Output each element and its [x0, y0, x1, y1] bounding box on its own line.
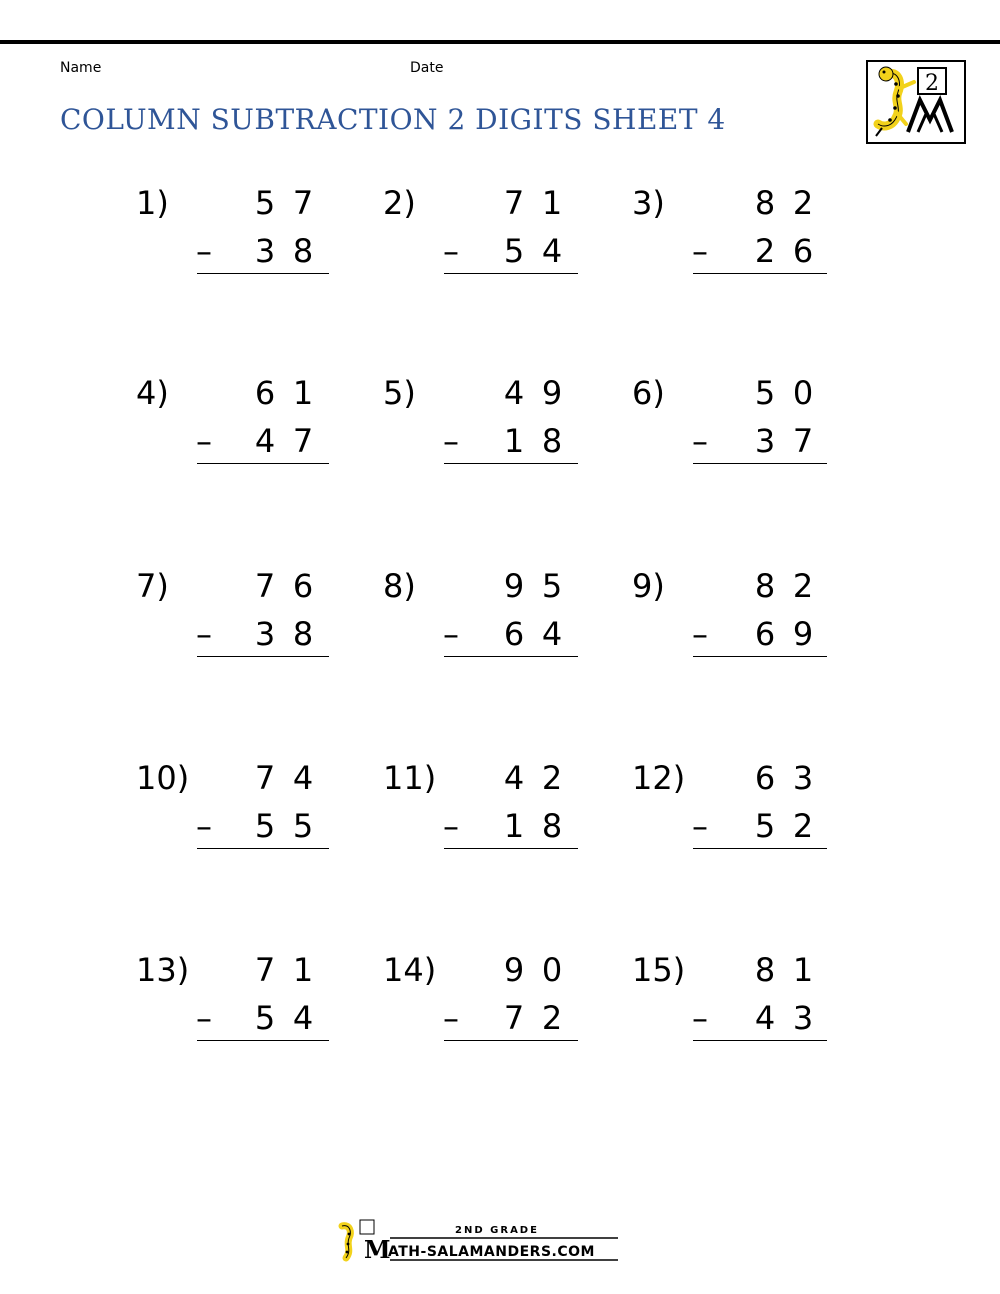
minus-sign: – [692, 999, 708, 1037]
minuend-digit: 9 [541, 374, 563, 412]
worksheet-title: COLUMN SUBTRACTION 2 DIGITS SHEET 4 [60, 103, 726, 136]
footer-site-text: ATH-SALAMANDERS.COM [388, 1244, 595, 1260]
subtrahend-digit: 8 [292, 615, 314, 653]
minuend-digit: 1 [792, 951, 814, 989]
minuend-digit: 7 [254, 759, 276, 797]
minuend-digit: 7 [503, 184, 525, 222]
subtrahend-digit: 2 [754, 232, 776, 270]
minuend-digit: 4 [503, 759, 525, 797]
subtrahend-digit: 8 [541, 422, 563, 460]
answer-line [444, 1040, 578, 1041]
problem-number: 13) [136, 951, 190, 989]
minus-sign: – [692, 807, 708, 845]
subtrahend-digit: 3 [792, 999, 814, 1037]
minuend-digit: 0 [541, 951, 563, 989]
subtrahend-digit: 3 [254, 232, 276, 270]
minuend-digit: 7 [254, 951, 276, 989]
minuend-digit: 6 [254, 374, 276, 412]
minuend-digit: 1 [292, 951, 314, 989]
minus-sign: – [196, 232, 212, 270]
subtrahend-digit: 4 [541, 232, 563, 270]
minuend-digit: 6 [292, 567, 314, 605]
subtrahend-digit: 5 [292, 807, 314, 845]
subtrahend-digit: 3 [254, 615, 276, 653]
minuend-digit: 5 [754, 374, 776, 412]
answer-line [693, 1040, 827, 1041]
problem-number: 11) [383, 759, 437, 797]
problem-number: 14) [383, 951, 437, 989]
answer-line [197, 463, 329, 464]
answer-line [197, 656, 329, 657]
salamander-logo-graphic [868, 62, 964, 142]
minuend-digit: 7 [254, 567, 276, 605]
minus-sign: – [196, 807, 212, 845]
answer-line [197, 1040, 329, 1041]
minuend-digit: 7 [292, 184, 314, 222]
minuend-digit: 5 [254, 184, 276, 222]
problem-number: 4) [136, 374, 169, 412]
minuend-digit: 8 [754, 184, 776, 222]
minuend-digit: 6 [754, 759, 776, 797]
subtrahend-digit: 6 [503, 615, 525, 653]
salamander-logo-icon [866, 60, 966, 144]
answer-line [444, 463, 578, 464]
minus-sign: – [692, 422, 708, 460]
subtrahend-digit: 7 [292, 422, 314, 460]
subtrahend-digit: 4 [292, 999, 314, 1037]
subtrahend-digit: 9 [792, 615, 814, 653]
minuend-digit: 3 [792, 759, 814, 797]
problem-number: 7) [136, 567, 169, 605]
footer-grade-text: 2ND GRADE [455, 1225, 539, 1236]
problem-number: 10) [136, 759, 190, 797]
subtrahend-digit: 4 [754, 999, 776, 1037]
footer-logo-graphic [332, 1218, 624, 1264]
minuend-digit: 1 [292, 374, 314, 412]
minuend-digit: 5 [541, 567, 563, 605]
problem-number: 1) [136, 184, 169, 222]
minus-sign: – [443, 422, 459, 460]
minus-sign: – [443, 807, 459, 845]
date-label: Date [410, 60, 444, 76]
subtrahend-digit: 6 [754, 615, 776, 653]
minus-sign: – [692, 615, 708, 653]
minuend-digit: 2 [541, 759, 563, 797]
problem-number: 12) [632, 759, 686, 797]
subtrahend-digit: 8 [541, 807, 563, 845]
problem-number: 3) [632, 184, 665, 222]
minus-sign: – [196, 999, 212, 1037]
minuend-digit: 4 [503, 374, 525, 412]
minuend-digit: 0 [792, 374, 814, 412]
minus-sign: – [196, 615, 212, 653]
answer-line [444, 848, 578, 849]
subtrahend-digit: 3 [754, 422, 776, 460]
minuend-digit: 2 [792, 184, 814, 222]
subtrahend-digit: 5 [254, 807, 276, 845]
subtrahend-digit: 5 [503, 232, 525, 270]
problem-number: 6) [632, 374, 665, 412]
answer-line [444, 656, 578, 657]
top-rule [0, 40, 1000, 44]
minus-sign: – [196, 422, 212, 460]
minuend-digit: 2 [792, 567, 814, 605]
answer-line [197, 273, 329, 274]
problem-number: 8) [383, 567, 416, 605]
logo-digit: 2 [925, 71, 939, 96]
subtrahend-digit: 7 [792, 422, 814, 460]
subtrahend-digit: 2 [792, 807, 814, 845]
minus-sign: – [443, 232, 459, 270]
minus-sign: – [692, 232, 708, 270]
minuend-digit: 9 [503, 567, 525, 605]
subtrahend-digit: 4 [541, 615, 563, 653]
problem-number: 5) [383, 374, 416, 412]
math-salamanders-logo [332, 1218, 624, 1264]
subtrahend-digit: 8 [292, 232, 314, 270]
subtrahend-digit: 4 [254, 422, 276, 460]
subtrahend-digit: 2 [541, 999, 563, 1037]
answer-line [693, 273, 827, 274]
answer-line [693, 463, 827, 464]
subtrahend-digit: 1 [503, 807, 525, 845]
answer-line [693, 656, 827, 657]
problem-number: 9) [632, 567, 665, 605]
minuend-digit: 8 [754, 951, 776, 989]
subtrahend-digit: 1 [503, 422, 525, 460]
answer-line [444, 273, 578, 274]
minuend-digit: 1 [541, 184, 563, 222]
subtrahend-digit: 6 [792, 232, 814, 270]
subtrahend-digit: 5 [754, 807, 776, 845]
problem-number: 15) [632, 951, 686, 989]
answer-line [693, 848, 827, 849]
minuend-digit: 4 [292, 759, 314, 797]
minuend-digit: 9 [503, 951, 525, 989]
footer-site-initial: M [364, 1235, 391, 1264]
subtrahend-digit: 7 [503, 999, 525, 1037]
minus-sign: – [443, 615, 459, 653]
subtrahend-digit: 5 [254, 999, 276, 1037]
minus-sign: – [443, 999, 459, 1037]
minuend-digit: 8 [754, 567, 776, 605]
answer-line [197, 848, 329, 849]
problem-number: 2) [383, 184, 416, 222]
name-label: Name [60, 60, 102, 76]
